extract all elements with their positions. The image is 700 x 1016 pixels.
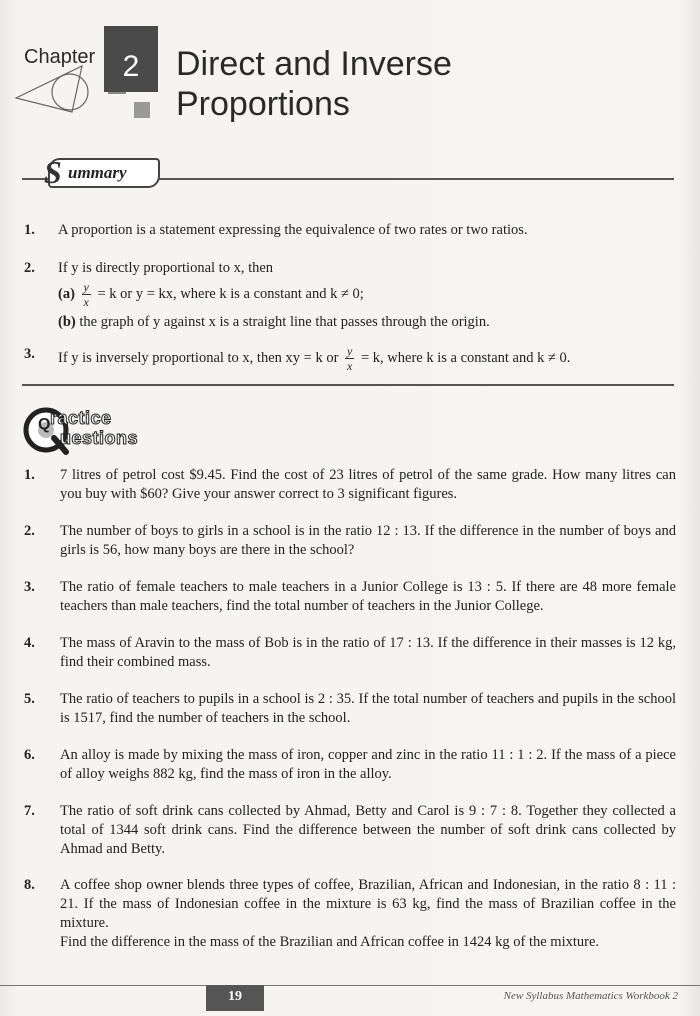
question-text: The ratio of female teachers to male teachers in a Junior College is 13 : 5. If there are 48 more female teachers than male teachers, find the total number of teachers in the Junior College. bbox=[60, 579, 676, 614]
chapter-label: Chapter bbox=[24, 46, 96, 68]
chapter-title bbox=[176, 44, 452, 124]
question-text-part2: Find the difference in the mass of the Brazilian and African coffee in 1424 kg of the mixture. bbox=[60, 934, 600, 950]
question-number: 7. bbox=[24, 803, 35, 819]
chapter-title-line2: Proportions bbox=[176, 85, 350, 123]
practice-logo-line2: uestions bbox=[60, 428, 139, 448]
summary-item-3 bbox=[24, 344, 676, 373]
question-number: 2. bbox=[24, 523, 35, 539]
question-number: 5. bbox=[24, 691, 35, 707]
question-text: 7 litres of petrol cost $9.45. Find the cost of 23 litres of petrol of the same grade. How many litres can you buy with $60? Give your answer correct to 3 significant figures. bbox=[60, 467, 676, 502]
question-7 bbox=[24, 802, 676, 859]
book-title: New Syllabus Mathematics Workbook 2 bbox=[503, 990, 678, 1002]
question-3 bbox=[24, 578, 676, 616]
sub-label: (b) bbox=[58, 314, 76, 330]
question-text: The ratio of teachers to pupils in a school is 2 : 35. If the total number of teachers and pupils in the school is 1517, find the number of teachers in the school. bbox=[60, 691, 676, 726]
question-text: The ratio of soft drink cans collected by Ahmad, Betty and Carol is 9 : 7 : 8. Together they collected a total of 1344 soft drink cans. Find the difference between the number of soft drink cans collected by Ahmad and Betty. bbox=[60, 803, 676, 857]
summary-item-text: If y is inversely proportional to x, then xy = k or bbox=[58, 349, 339, 366]
practice-logo-line1: ractice bbox=[50, 408, 112, 428]
page-number: 19 bbox=[206, 985, 264, 1011]
summary-item-text-after: = k, where k is a constant and k ≠ 0. bbox=[361, 349, 571, 366]
question-text: A coffee shop owner blends three types of coffee, Brazilian, African and Indonesian, in the ratio 8 : 11 : 21. If the mass of Indonesian coffee in the mixture is 63 kg, find the mass of Brazilian coffee in the mixture. bbox=[60, 877, 676, 931]
summary-item-2a bbox=[58, 280, 658, 309]
practice-logo-q: Q bbox=[38, 416, 51, 433]
fraction: $\frac{y}{x}$ bbox=[347, 344, 353, 373]
fraction: $\frac{y}{x}$ bbox=[83, 280, 89, 309]
section-divider bbox=[22, 384, 674, 386]
question-text: An alloy is made by mixing the mass of iron, copper and zinc in the ratio 11 : 1 : 2. If the mass of a piece of alloy weighs 882 kg, find the mass of iron in the alloy. bbox=[60, 747, 676, 782]
summary-item-number: 2. bbox=[24, 260, 35, 276]
chapter-number: 2 bbox=[104, 26, 158, 92]
summary-item-2 bbox=[24, 258, 676, 278]
question-8 bbox=[24, 876, 676, 952]
question-text: The mass of Aravin to the mass of Bob is in the ratio of 17 : 13. If the difference in their masses is 12 kg, find their combined mass. bbox=[60, 635, 676, 670]
summary-badge-cap: S bbox=[44, 154, 62, 190]
question-6 bbox=[24, 746, 676, 784]
sub-label: (a) bbox=[58, 285, 75, 302]
footer-rule bbox=[0, 985, 700, 986]
question-number: 3. bbox=[24, 579, 35, 595]
question-number: 6. bbox=[24, 747, 35, 763]
summary-badge bbox=[44, 154, 160, 190]
question-4 bbox=[24, 634, 676, 672]
sub-text: the graph of y against x is a straight line that passes through the origin. bbox=[79, 314, 490, 330]
sub-text: = k or y = kx, where k is a constant and k ≠ 0; bbox=[97, 285, 364, 302]
summary-badge-text: ummary bbox=[68, 163, 127, 182]
summary-item-2b bbox=[58, 312, 658, 332]
summary-item-1 bbox=[24, 220, 676, 240]
question-2 bbox=[24, 522, 676, 560]
question-number: 8. bbox=[24, 877, 35, 893]
question-text: The number of boys to girls in a school is in the ratio 12 : 13. If the difference in the number of boys and girls is 56, how many boys are there in the school? bbox=[60, 523, 676, 558]
summary-item-number: 1. bbox=[24, 222, 35, 238]
question-1 bbox=[24, 466, 676, 504]
question-number: 1. bbox=[24, 467, 35, 483]
question-5 bbox=[24, 690, 676, 728]
question-number: 4. bbox=[24, 635, 35, 651]
summary-item-text: A proportion is a statement expressing the equivalence of two rates or two ratios. bbox=[58, 222, 528, 238]
summary-item-number: 3. bbox=[24, 346, 35, 362]
summary-item-text: If y is directly proportional to x, then bbox=[58, 260, 274, 276]
chapter-title-line1: Direct and Inverse bbox=[176, 45, 452, 83]
